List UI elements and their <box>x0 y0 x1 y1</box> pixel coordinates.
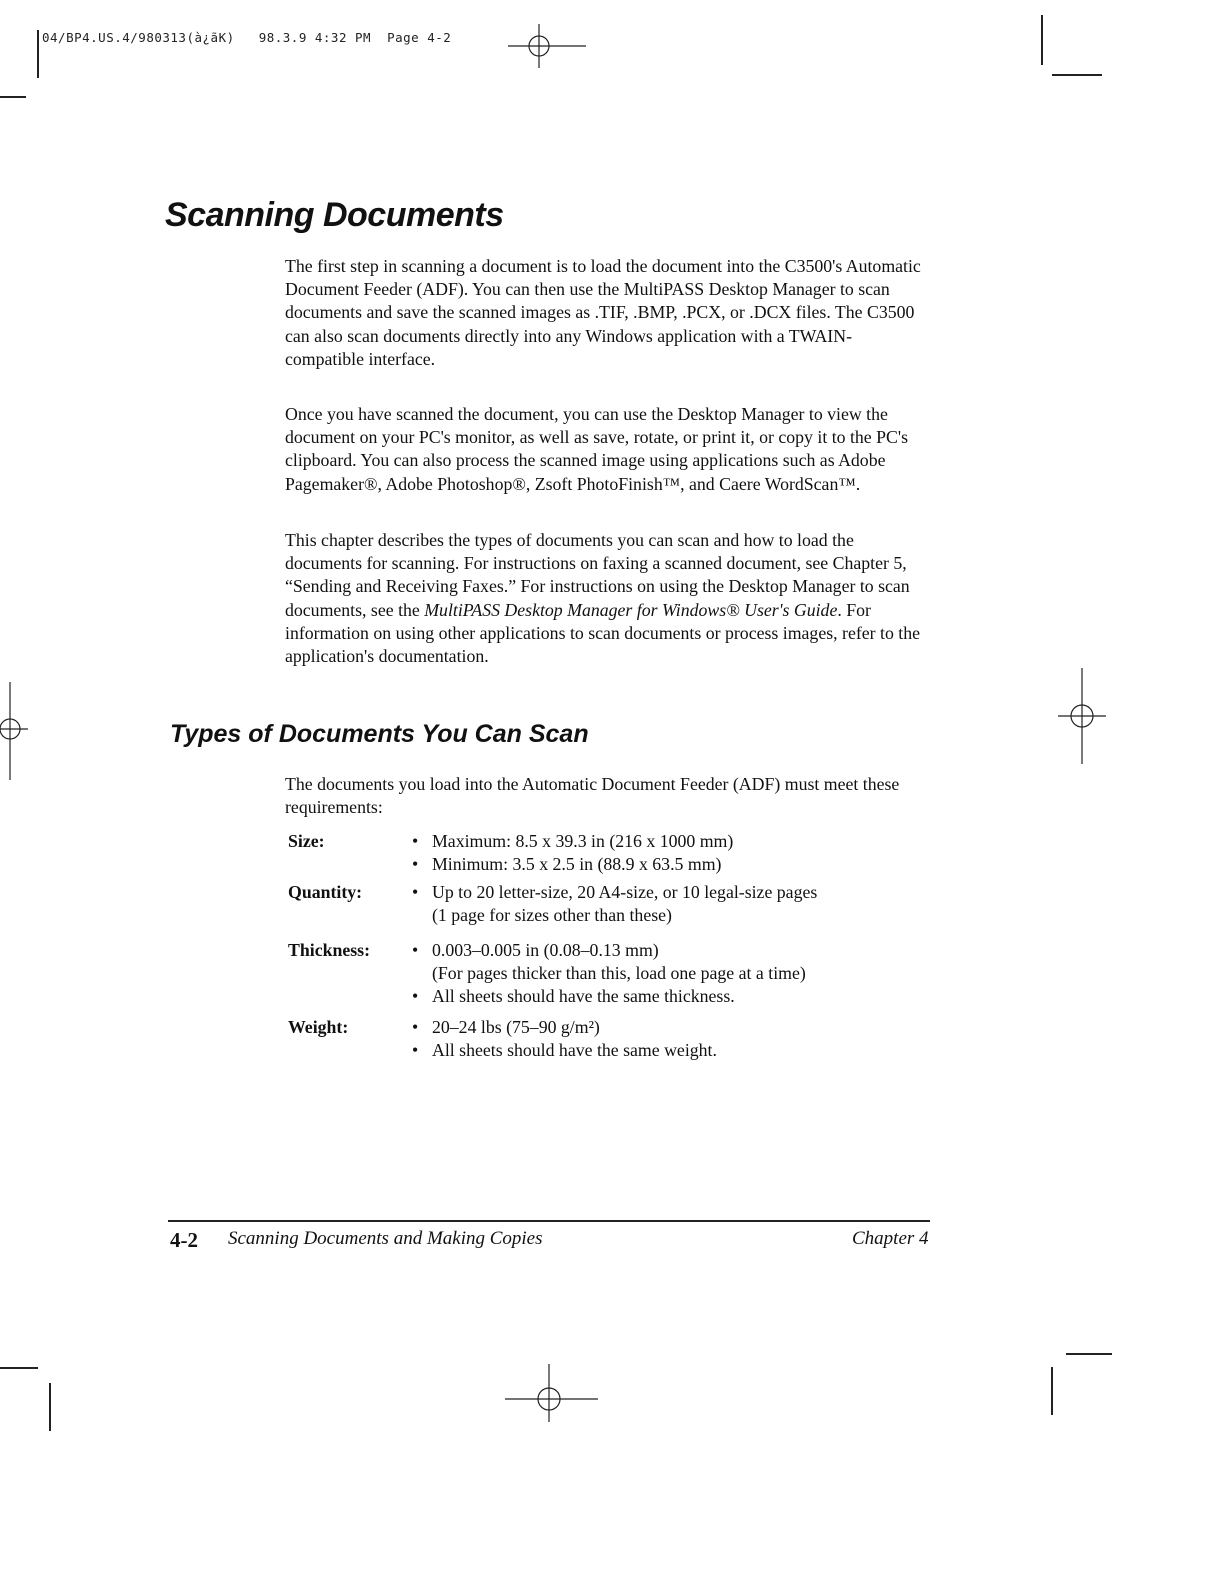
requirement-item: • All sheets should have the same thickness. <box>408 985 806 1008</box>
page-title: Scanning Documents <box>165 196 504 234</box>
footer-rule <box>168 1220 930 1222</box>
requirement-thickness <box>288 939 918 1008</box>
requirement-size <box>288 830 918 876</box>
overview-text-a: This chapter describes the types of documents you can scan and how to load the documents for scanning. For instructions on faxing a scanned document, see Chapter 5, “Sending and Receiving Faxes.” For instructions on using the Desktop Manager to scan documents, see the <box>285 530 910 620</box>
requirement-item: • 20–24 lbs (75–90 g/m²) <box>408 1016 717 1039</box>
requirement-label: Quantity: <box>288 882 363 902</box>
requirement-item-note: (1 page for sizes other than these) <box>432 905 672 925</box>
requirement-item: • 0.003–0.005 in (0.08–0.13 mm) <box>408 939 806 962</box>
intro-paragraph: The first step in scanning a document is to load the document into the C3500's Automatic Document Feeder (ADF). You can then use the MultiPASS Desktop Manager to scan documents and save the scanned images as .TIF, .BMP, .PCX, or .DCX files. The C3500 can also scan documents directly into any Windows application with a TWAIN-compatible interface. <box>285 256 921 369</box>
requirements-intro: The documents you load into the Automatic Document Feeder (ADF) must meet these requirements: <box>285 774 900 818</box>
crop-mark-bl-v <box>49 1383 51 1431</box>
requirement-item-note: (For pages thicker than this, load one page at a time) <box>432 963 806 983</box>
crop-mark-br-v <box>1051 1367 1053 1415</box>
crop-mark-tr-v <box>1041 15 1043 65</box>
requirement-label: Size: <box>288 831 325 851</box>
crop-mark-tl-v <box>37 30 39 78</box>
chapter-overview-paragraph <box>285 529 925 668</box>
crop-mark-br-h <box>1066 1353 1112 1355</box>
requirement-weight <box>288 1016 918 1062</box>
page-number: 4-2 <box>170 1228 198 1252</box>
registration-mark-left-icon <box>0 682 30 782</box>
requirement-label: Weight: <box>288 1017 349 1037</box>
requirement-quantity <box>288 881 918 927</box>
printer-slug: 04/BP4.US.4/980313(à¿ãK) 98.3.9 4:32 PM Page 4-2 <box>42 30 452 45</box>
crop-mark-tl-h <box>0 96 26 98</box>
registration-mark-bottom-icon <box>505 1362 600 1424</box>
running-footer-title: Scanning Documents and Making Copies <box>228 1228 543 1249</box>
crop-mark-tr-h <box>1052 74 1102 76</box>
requirement-item: • Maximum: 8.5 x 39.3 in (216 x 1000 mm) <box>408 830 733 853</box>
chapter-label: Chapter 4 <box>852 1228 929 1249</box>
overview-text-b: . For information on using other applications to scan documents or process images, refer to the application's documentation. <box>285 599 921 667</box>
registration-mark-top-icon <box>508 22 588 72</box>
crop-mark-bl-h <box>0 1367 38 1369</box>
section-heading: Types of Documents You Can Scan <box>170 720 589 748</box>
user-guide-title: MultiPASS Desktop Manager for Windows® User's Guide <box>424 599 838 620</box>
requirement-item: • Up to 20 letter-size, 20 A4-size, or 10 legal-size pages <box>408 881 817 904</box>
requirement-item: • All sheets should have the same weight. <box>408 1039 717 1062</box>
desktop-manager-paragraph: Once you have scanned the document, you can use the Desktop Manager to view the document on your PC's monitor, as well as save, rotate, or print it, or copy it to the PC's clipboard. You can also process the scanned image using applications such as Adobe Pagemaker®, Adobe Photoshop®, Zsoft PhotoFinish™, and Caere WordScan™. <box>285 404 909 494</box>
registration-mark-right-icon <box>1058 668 1108 766</box>
requirement-item: • Minimum: 3.5 x 2.5 in (88.9 x 63.5 mm) <box>408 853 733 876</box>
requirement-label: Thickness: <box>288 940 371 960</box>
